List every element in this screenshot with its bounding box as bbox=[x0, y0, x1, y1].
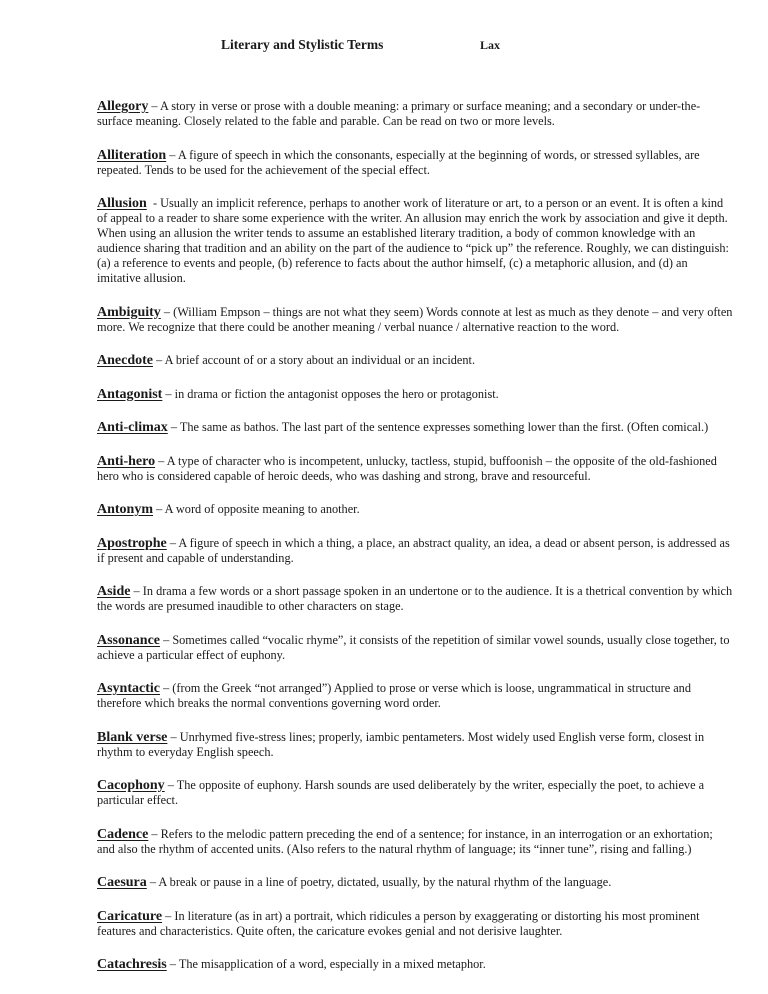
glossary-entry-antagonist bbox=[97, 387, 733, 402]
definition: A word of opposite meaning to another. bbox=[164, 502, 360, 516]
term: Alliteration bbox=[97, 147, 167, 163]
term: Antagonist bbox=[97, 386, 163, 402]
glossary-entry-allusion bbox=[97, 196, 733, 286]
separator: – bbox=[148, 826, 161, 841]
term: Apostrophe bbox=[97, 535, 167, 551]
term: Blank verse bbox=[97, 729, 168, 745]
definition: Sometimes called “vocalic rhyme”, it consists of the repetition of similar vowel sounds, usually close together, to achieve a particular effect of euphony. bbox=[97, 632, 730, 662]
term: Cacophony bbox=[97, 778, 165, 793]
term: Allusion bbox=[97, 196, 147, 211]
separator: – bbox=[148, 99, 160, 113]
separator: – bbox=[162, 386, 175, 401]
definition: A type of character who is incompetent, unlucky, tactless, stupid, buffoonish – the opposite of the old-fashioned hero who is considered capable of heroic deeds, who was dashing and strong, brave and resourceful. bbox=[97, 453, 717, 483]
term: Assonance bbox=[97, 632, 161, 648]
definition: A figure of speech in which a thing, a place, an abstract quality, an idea, a dead or absent person, is addressed as if present and capable of understanding. bbox=[97, 535, 730, 565]
definition: Unrhymed five-stress lines; properly, iambic pentameters. Most widely used English verse form, closest in rhythm to everyday English speech. bbox=[97, 729, 705, 759]
definition: Refers to the melodic pattern preceding the end of a sentence; for instance, in an interrogation or an exhortation; and also the rhythm of accented units. (Also refers to the natural rhythm of language; its “inner tune”, rising and falling.) bbox=[97, 826, 713, 856]
definition: The same as bathos. The last part of the sentence expresses something lower than the first. (Often comical.) bbox=[179, 420, 709, 434]
glossary-entry-anti-climax bbox=[97, 420, 733, 435]
separator: – bbox=[153, 353, 165, 367]
separator: – bbox=[160, 681, 173, 695]
term: Antonym bbox=[97, 502, 154, 517]
glossary-entry-cadence bbox=[97, 827, 733, 857]
definition: A break or pause in a line of poetry, dictated, usually, by the natural rhythm of the language. bbox=[158, 875, 612, 889]
separator: – bbox=[166, 957, 179, 971]
definition: In literature (as in art) a portrait, which ridicules a person by exaggerating or distorting his most prominent features and characteristics. Quite often, the caricature evokes genial and not derisive laughter. bbox=[97, 908, 700, 938]
term: Anti-hero bbox=[97, 453, 156, 469]
author-name: Lax bbox=[480, 38, 501, 52]
separator: – bbox=[166, 147, 178, 162]
definition: A brief account of or a story about an individual or an incident. bbox=[164, 353, 476, 367]
definition: In drama a few words or a short passage spoken in an undertone or to the audience. It is a thetrical convention by which the words are presumed inaudible to other characters on stage. bbox=[97, 584, 733, 613]
definition: A story in verse or prose with a double meaning: a primary or surface meaning; and a secondary or under-the-surface meaning. Closely related to the fable and parable. Can be read on two or more levels. bbox=[97, 99, 701, 128]
separator: – bbox=[155, 453, 167, 468]
glossary-entry-asyntactic bbox=[97, 681, 733, 711]
separator: – bbox=[146, 875, 159, 889]
glossary-entry-anecdote bbox=[97, 353, 733, 368]
glossary-entry-allegory bbox=[97, 99, 733, 129]
definition: Usually an implicit reference, perhaps to another work of literature or art, to a person or an event. It is often a kind of appeal to a reader to share some experience with the writer. An allusion may enrich the work by association and give it depth. When using an allusion the writer tends to assume an established literary tradition, a body of common knowledge with an audience sharing that tradition and an ability on the part of the audience to “pick up” the reference. Roughly, we can distinguish: (a) a reference to events and people, (b) reference to facts about the author himself, (c) a metaphoric allusion, and (d) an imitative allusion. bbox=[97, 196, 729, 285]
separator: – bbox=[153, 502, 165, 516]
glossary-entry-caricature bbox=[97, 909, 733, 939]
glossary-entry-blank-verse bbox=[97, 730, 733, 760]
glossary-entry-cacophony bbox=[97, 778, 733, 808]
definition: (William Empson – things are not what they seem) Words connote at lest as much as they denote – and very often more. We recognize that there could be another meaning / verbal nuance / alternative reaction to the word. bbox=[97, 304, 733, 334]
separator: – bbox=[167, 420, 180, 434]
separator: – bbox=[167, 729, 180, 744]
term: Cadence bbox=[97, 826, 149, 842]
glossary-entry-assonance bbox=[97, 633, 733, 663]
term: Asyntactic bbox=[97, 681, 160, 696]
term: Ambiguity bbox=[97, 304, 161, 320]
document-title: Literary and Stylistic Terms bbox=[221, 37, 384, 52]
term: Caesura bbox=[97, 875, 147, 890]
term: Anecdote bbox=[97, 353, 153, 368]
separator: – bbox=[162, 908, 175, 923]
glossary bbox=[97, 99, 733, 991]
glossary-entry-anti-hero bbox=[97, 454, 733, 484]
definition: The misapplication of a word, especially in a mixed metaphor. bbox=[178, 957, 486, 971]
term: Anti-climax bbox=[97, 420, 168, 435]
separator: – bbox=[164, 778, 177, 792]
glossary-entry-aside bbox=[97, 584, 733, 614]
separator: – bbox=[160, 632, 173, 647]
term: Aside bbox=[97, 584, 131, 599]
glossary-entry-ambiguity bbox=[97, 305, 733, 335]
definition: The opposite of euphony. Harsh sounds are used deliberately by the writer, especially the poet, to achieve a particular effect. bbox=[97, 778, 705, 807]
separator: – bbox=[160, 304, 174, 319]
glossary-entry-apostrophe bbox=[97, 536, 733, 566]
term: Caricature bbox=[97, 908, 163, 924]
definition: A figure of speech in which the consonants, especially at the beginning of words, or stressed syllables, are repeated. Tends to be used for the achievement of the special effect. bbox=[97, 147, 700, 177]
term: Catachresis bbox=[97, 957, 167, 972]
term: Allegory bbox=[97, 99, 149, 114]
separator: – bbox=[130, 584, 143, 598]
glossary-entry-antonym bbox=[97, 502, 733, 517]
separator: - bbox=[146, 196, 161, 210]
definition: (from the Greek “not arranged”) Applied to prose or verse which is loose, ungrammatical in structure and therefore which breaks the normal conventions governing word order. bbox=[97, 681, 691, 710]
definition: in drama or fiction the antagonist opposes the hero or protagonist. bbox=[174, 386, 499, 401]
separator: – bbox=[166, 535, 179, 550]
glossary-entry-catachresis bbox=[97, 957, 733, 972]
glossary-entry-alliteration bbox=[97, 148, 733, 178]
page-header bbox=[0, 37, 768, 57]
glossary-entry-caesura bbox=[97, 875, 733, 890]
